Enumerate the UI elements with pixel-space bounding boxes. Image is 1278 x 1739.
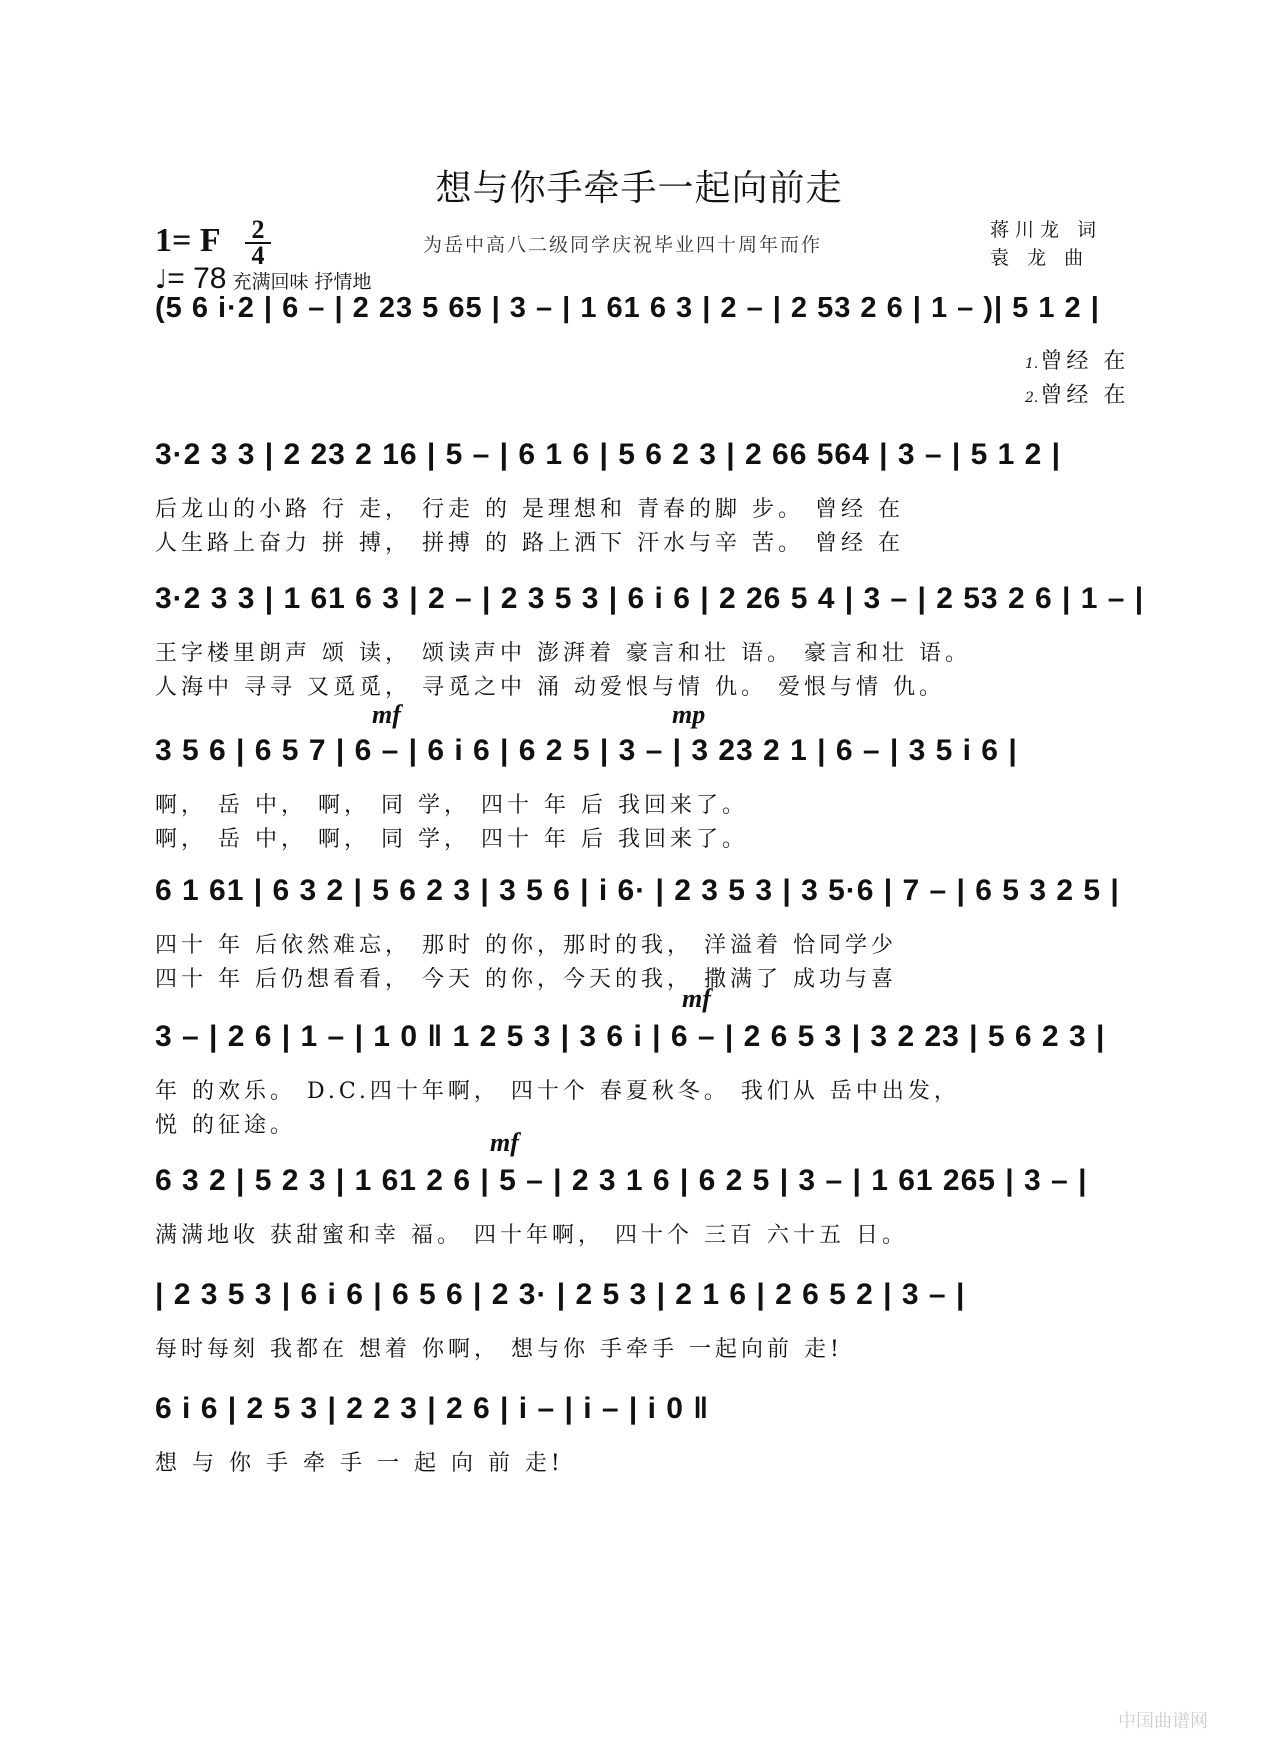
lyric-verse-2: 四十 年 后仍想看看， 今天 的你，今天的我， 撒满了 成功与喜 bbox=[155, 967, 897, 992]
watermark: 中国曲谱网 bbox=[1118, 1711, 1208, 1732]
lyric-verse-1: 四十 年 后依然难忘， 那时 的你，那时的我， 洋溢着 恰同学少 bbox=[155, 933, 897, 958]
lyric-verse-1: 每时每刻 我都在 想着 你啊， 想与你 手牵手 一起向前 走! bbox=[155, 1337, 843, 1362]
key-signature: 1= F bbox=[155, 222, 221, 259]
composer-credit: 袁 龙 曲 bbox=[990, 247, 1090, 269]
lyric-verse-1: 后龙山的小路 行 走， 行走 的 是理想和 青春的脚 步。 曾经 在 bbox=[155, 497, 904, 522]
notation: | 2 3 5 3 | 6 i 6 | 6 5 6 | 2 3· | 2 5 3 | 2 1 6 | 2 6 5 2 | 3 – | bbox=[155, 1278, 966, 1311]
notation: 3·2 3 3 | 1 61 6 3 | 2 – | 2 3 5 3 | 6 i 6 | 2 26 5 4 | 3 – | 2 53 2 6 | 1 – | bbox=[155, 582, 1145, 615]
tempo-value: = 78 bbox=[167, 262, 227, 295]
notation: 6 3 2 | 5 2 3 | 1 61 2 6 | 5 – | 2 3 1 6 | 6 2 5 | 3 – | 1 61 265 | 3 – | bbox=[155, 1164, 1088, 1197]
dynamic-mark: mp bbox=[672, 700, 706, 729]
verse-label-1: 1.曾经 在 bbox=[1025, 349, 1130, 374]
lyric-verse-2: 悦 的征途。 bbox=[155, 1113, 296, 1138]
notation: 3·2 3 3 | 2 23 2 16 | 5 – | 6 1 6 | 5 6 2 3 | 2 66 564 | 3 – | 5 1 2 | bbox=[155, 438, 1062, 471]
lyric-verse-2: 人海中 寻寻 又觅觅， 寻觅之中 涌 动爱恨与情 仇。 爱恨与情 仇。 bbox=[155, 675, 945, 700]
dynamic-mark: mf bbox=[682, 984, 711, 1013]
dynamic-mark: mf bbox=[372, 700, 401, 729]
time-signature-bottom: 4 bbox=[245, 242, 271, 268]
lyric-verse-1: 啊， 岳 中， 啊， 同 学， 四十 年 后 我回来了。 bbox=[155, 793, 748, 818]
lyric-verse-1: 想 与 你 手 牵 手 一 起 向 前 走! bbox=[155, 1451, 564, 1476]
dedication-text: 为岳中高八二级同学庆祝毕业四十周年而作 bbox=[423, 234, 823, 256]
lyric-verse-2: 人生路上奋力 拼 搏， 拼搏 的 路上洒下 汗水与辛 苦。 曾经 在 bbox=[155, 531, 904, 556]
lyric-verse-1: 年 的欢乐。 D.C.四十年啊， 四十个 春夏秋冬。 我们从 岳中出发， bbox=[155, 1079, 960, 1104]
song-title: 想与你手牵手一起向前走 bbox=[435, 168, 843, 209]
tempo-marking bbox=[155, 262, 372, 296]
notation: 3 5 6 | 6 5 7 | 6 – | 6 i 6 | 6 2 5 | 3 – | 3 23 2 1 | 6 – | 3 5 i 6 | bbox=[155, 734, 1018, 767]
lyric-verse-1: 满满地收 获甜蜜和幸 福。 四十年啊， 四十个 三百 六十五 日。 bbox=[155, 1223, 908, 1248]
expression-text: 充满回味 抒情地 bbox=[232, 271, 372, 293]
notation: 6 1 61 | 6 3 2 | 5 6 2 3 | 3 5 6 | i 6· | 2 3 5 3 | 3 5·6 | 7 – | 6 5 3 2 5 | bbox=[155, 874, 1120, 907]
notation: (5 6 i·2 | 6 – | 2 23 5 65 | 3 – | 1 61 6 3 | 2 – | 2 53 2 6 | 1 – )| 5 1 2 | bbox=[155, 292, 1100, 324]
credits bbox=[990, 216, 1102, 272]
notation: 6 i 6 | 2 5 3 | 2 2 3 | 2 6 | i – | i – | i 0 ‖ bbox=[155, 1392, 710, 1425]
lyric-verse-2: 啊， 岳 中， 啊， 同 学， 四十 年 后 我回来了。 bbox=[155, 827, 748, 852]
lyricist-credit: 蒋川龙 词 bbox=[990, 219, 1103, 241]
lyric-verse-1: 王字楼里朗声 颂 读， 颂读声中 澎湃着 豪言和壮 语。 豪言和壮 语。 bbox=[155, 641, 971, 666]
time-signature-top: 2 bbox=[251, 215, 265, 244]
quarter-note-icon: ♩ bbox=[155, 265, 168, 295]
notation: 3 – | 2 6 | 1 – | 1 0 ‖ 1 2 5 3 | 3 6 i | 6 – | 2 6 5 3 | 3 2 23 | 5 6 2 3 | bbox=[155, 1020, 1106, 1053]
verse-label-2: 2.曾经 在 bbox=[1025, 383, 1130, 408]
time-signature bbox=[245, 215, 271, 270]
dynamic-mark: mf bbox=[490, 1128, 519, 1157]
